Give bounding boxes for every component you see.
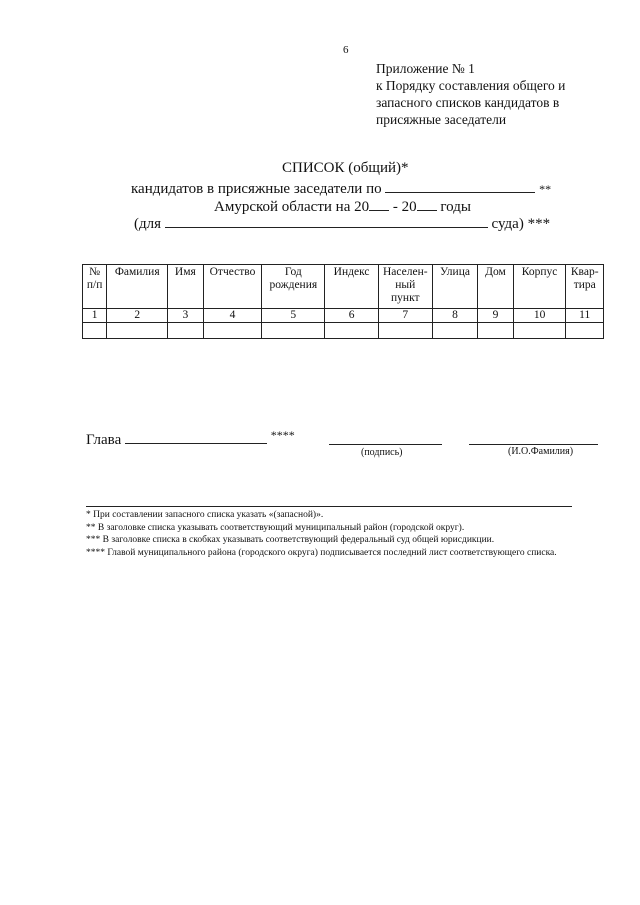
column-header: Фамилия: [107, 265, 168, 309]
heading-line-2-text: кандидатов в присяжные заседатели по: [131, 181, 382, 197]
table-cell: [378, 323, 432, 339]
heading-line-2: [131, 180, 551, 198]
table-cell: [325, 323, 379, 339]
signatory-mark: ****: [270, 428, 295, 442]
court-blank: [165, 215, 488, 228]
name-caption: (И.О.Фамилия): [508, 446, 574, 457]
column-number: 1: [83, 309, 107, 323]
appendix-line-4: присяжные заседатели: [376, 112, 507, 127]
table-row: [83, 323, 604, 339]
signatory-blank: [125, 431, 267, 444]
column-number: 6: [325, 309, 379, 323]
heading-line-3: [214, 198, 471, 216]
column-number: 3: [168, 309, 203, 323]
column-header: Населен-ный пункт: [378, 265, 432, 309]
footnote: * При составлении запасного списка указать «(запасной)».: [86, 510, 324, 520]
column-number: 9: [478, 309, 513, 323]
year-start-blank: [369, 198, 389, 211]
heading-line-4: [134, 215, 550, 233]
table-cell: [107, 323, 168, 339]
column-number: 10: [513, 309, 566, 323]
region-blank: [385, 180, 535, 193]
footnote: ** В заголовке списка указывать соответствующий муниципальный район (городской округ).: [86, 522, 465, 533]
table-cell: [83, 323, 107, 339]
heading-line-3-b: - 20: [392, 199, 417, 215]
column-header: Квар-тира: [566, 265, 604, 309]
footnote: **** Главой муниципального района (городского округа) подписывается последний лист соответствующего списка.: [86, 547, 557, 558]
footnote-divider: [86, 506, 572, 507]
table-header-row: [83, 265, 604, 309]
appendix-line-2: к Порядку составления общего и: [376, 78, 566, 93]
column-number: 7: [378, 309, 432, 323]
column-number: 4: [203, 309, 262, 323]
table-cell: [203, 323, 262, 339]
signature-caption: (подпись): [361, 447, 403, 458]
column-header: Дом: [478, 265, 513, 309]
signatory-line: [86, 428, 295, 449]
appendix-line-3: запасного списков кандидатов в: [376, 95, 560, 110]
column-header: Улица: [432, 265, 478, 309]
footnotes: [86, 509, 616, 559]
column-number: 5: [262, 309, 325, 323]
table-cell: [432, 323, 478, 339]
heading-line-2-mark: **: [539, 182, 552, 196]
column-header: Имя: [168, 265, 203, 309]
heading-line-4-a: (для: [134, 216, 162, 232]
table-cell: [478, 323, 513, 339]
column-number: 11: [566, 309, 604, 323]
name-line: [469, 443, 598, 445]
column-header: Корпус: [513, 265, 566, 309]
heading-line-4-b: суда) ***: [491, 216, 551, 232]
table-cell: [262, 323, 325, 339]
table-cell: [168, 323, 203, 339]
column-header: Год рождения: [262, 265, 325, 309]
column-number: 8: [432, 309, 478, 323]
candidates-table: [82, 264, 604, 339]
heading-line-3-a: Амурской области на 20: [214, 199, 370, 215]
column-number-row: [83, 309, 604, 323]
column-header: № п/п: [83, 265, 107, 309]
column-header: Индекс: [325, 265, 379, 309]
year-end-blank: [417, 198, 437, 211]
column-number: 2: [107, 309, 168, 323]
column-header: Отчество: [203, 265, 262, 309]
document-title: СПИСОК (общий)*: [282, 160, 409, 176]
appendix-line-1: Приложение № 1: [376, 61, 475, 76]
footnote: *** В заголовке списка в скобках указывать соответствующий федеральный суд общей юрисдикции.: [86, 535, 495, 545]
heading-line-3-c: годы: [440, 199, 471, 215]
table-cell: [566, 323, 604, 339]
signatory-label: Глава: [86, 432, 122, 448]
page-number: 6: [343, 44, 349, 56]
signature-line: [329, 443, 442, 445]
appendix-note: [376, 60, 565, 128]
table-cell: [513, 323, 566, 339]
